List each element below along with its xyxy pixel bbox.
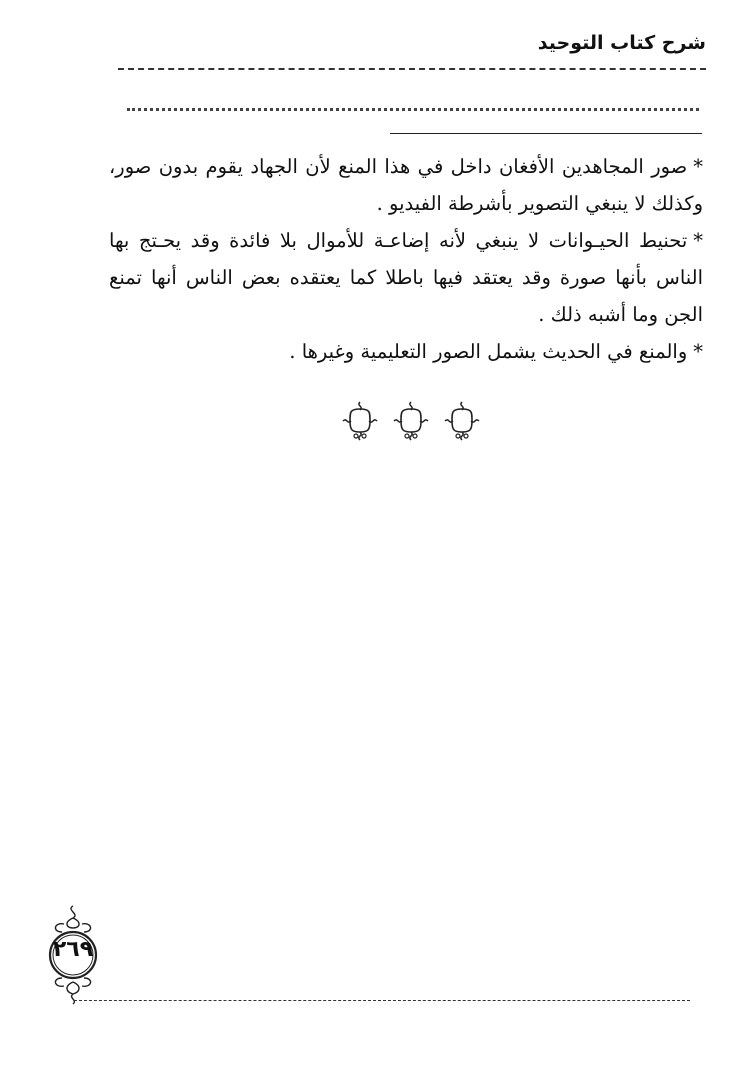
paragraph-text: صور المجاهدين الأفغان داخل في هذا المنع لأن الجهاد يقوم بدون صور، وكذلك لا ينبغي التصوير بأشرطة الفيديو . [109,155,703,215]
flower-ornament-icon [442,400,482,444]
page-number: ٢٦٩ [52,937,94,962]
paragraph-2 [109,222,703,333]
body-text [109,148,703,370]
bullet-star: * [693,229,703,252]
flower-ornament-icon [391,400,431,444]
paragraph-text: والمنع في الحديث يشمل الصور التعليمية وغيرها . [289,340,688,363]
bullet-star: * [693,340,703,363]
flower-ornament-icon [340,400,380,444]
bullet-star: * [693,155,703,178]
paragraph-3 [109,333,703,370]
section-rule [390,133,702,134]
running-header-title: شرح كتاب التوحيد [537,32,706,54]
paragraph-1 [109,148,703,222]
ellipsis-dotted-line [127,98,699,111]
paragraph-text: تحنيط الحيـوانات لا ينبغي لأنه إضاعـة للأموال بلا فائدة وقد يحـتج بها الناس بأنها صورة وقد يعتقد فيها باطلا كما يعتقده بعض الناس أنها تمنع الجن وما أشبه ذلك . [109,229,703,326]
header-divider [118,68,706,70]
section-end-ornaments [340,400,482,444]
footer-divider [74,1000,690,1001]
